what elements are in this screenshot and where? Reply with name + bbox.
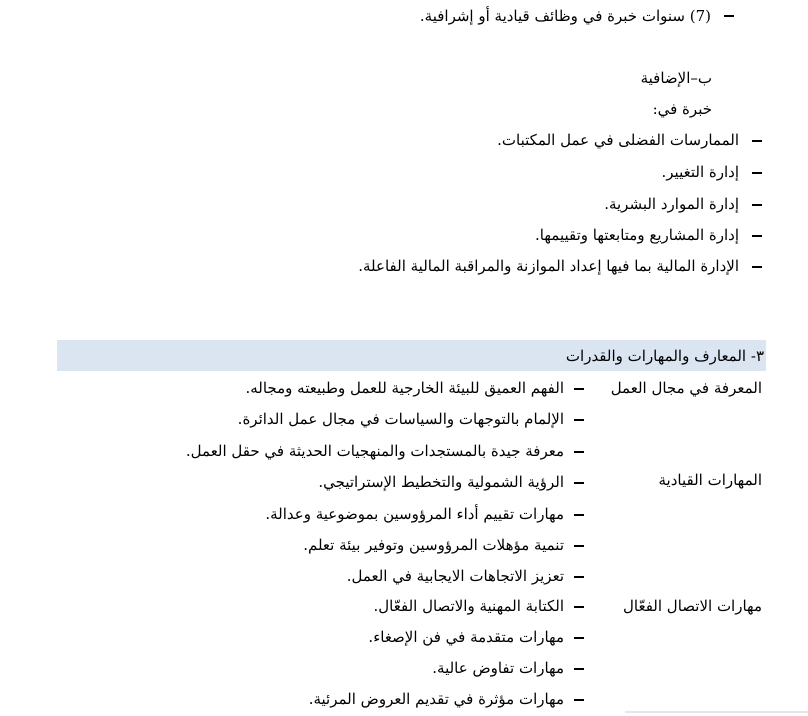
skill-item: مهارات مؤثرة في تقديم العروض المرئية. [308, 690, 564, 708]
bullet-dash [574, 668, 584, 670]
bullet-dash [574, 482, 584, 484]
additional-subheading: خبرة في: [652, 100, 712, 118]
additional-item: إدارة الموارد البشرية. [604, 195, 739, 213]
skill-item: مهارات تفاوض عالية. [432, 659, 564, 677]
skill-item: الفهم العميق للبيئة الخارجية للعمل وطبيعته ومجاله. [245, 379, 564, 397]
bullet-dash [752, 172, 762, 174]
bullet-dash [574, 451, 584, 453]
additional-item: الممارسات الفضلى في عمل المكتبات. [497, 131, 739, 149]
section-title: ٣- المعارف والمهارات والقدرات [565, 347, 764, 365]
skill-item: مهارات تقييم أداء المرؤوسين بموضوعية وعدالة. [265, 505, 564, 523]
category-label-leadership: المهارات القيادية [658, 471, 762, 489]
skill-item: تعزيز الاتجاهات الايجابية في العمل. [346, 567, 564, 585]
bullet-dash [574, 388, 584, 390]
bullet-dash [752, 140, 762, 142]
bullet-dash [752, 266, 762, 268]
bullet-dash [574, 606, 584, 608]
additional-item: إدارة المشاريع ومتابعتها وتقييمها. [535, 226, 739, 244]
page-edge-line [625, 711, 808, 713]
additional-item: الإدارة المالية بما فيها إعداد الموازنة والمراقبة المالية الفاعلة. [358, 257, 739, 275]
category-label-communication: مهارات الاتصال الفعّال [623, 597, 762, 615]
skill-item: معرفة جيدة بالمستجدات والمنهجيات الحديثة في حقل العمل. [185, 442, 564, 460]
bullet-dash [574, 419, 584, 421]
additional-item: إدارة التغيير. [661, 163, 739, 181]
bullet-dash [752, 235, 762, 237]
bullet-dash [724, 15, 734, 17]
skill-item: تنمية مؤهلات المرؤوسين وتوفير بيئة تعلم. [303, 536, 564, 554]
additional-heading: ب–الإضافية [640, 69, 712, 87]
category-label-knowledge: المعرفة في مجال العمل [610, 379, 762, 397]
skill-item: الرؤية الشمولية والتخطيط الإستراتيجي. [318, 473, 564, 491]
skill-item: مهارات متقدمة في فن الإصغاء. [368, 628, 564, 646]
bullet-dash [574, 699, 584, 701]
bullet-dash [574, 576, 584, 578]
skill-item: الكتابة المهنية والاتصال الفعّال. [373, 597, 564, 615]
bullet-dash [574, 545, 584, 547]
bullet-dash [574, 514, 584, 516]
bullet-dash [752, 204, 762, 206]
experience-years-item: (7) سنوات خبرة في وظائف قيادية أو إشرافية. [419, 7, 711, 25]
bullet-dash [574, 637, 584, 639]
skill-item: الإلمام بالتوجهات والسياسات في مجال عمل الدائرة. [237, 410, 564, 428]
